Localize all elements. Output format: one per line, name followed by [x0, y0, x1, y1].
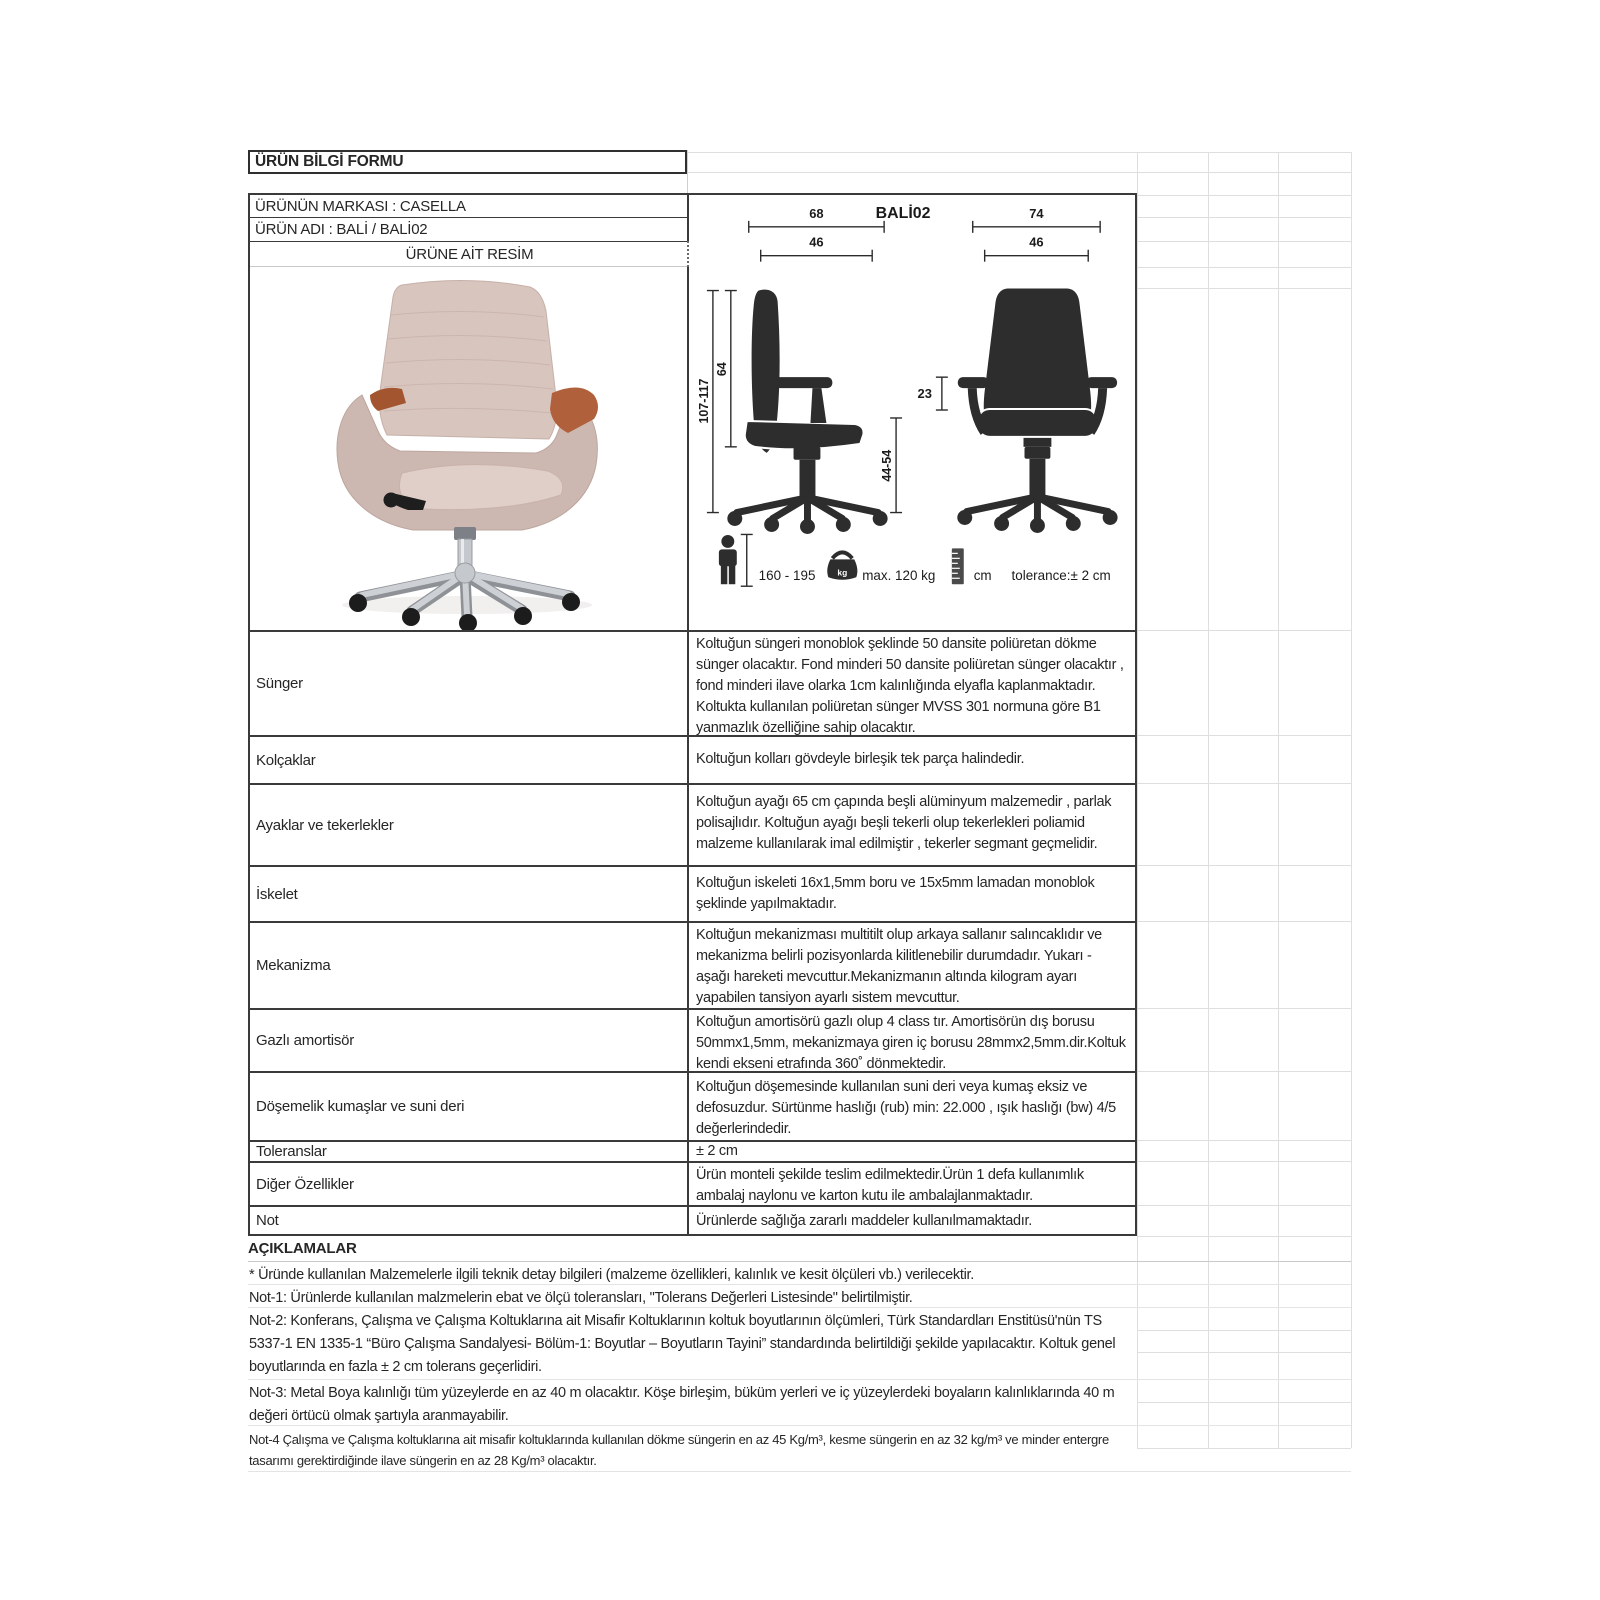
dim-back-outer-width: 74 [1029, 205, 1044, 221]
brand-line: ÜRÜNÜN MARKASI : CASELLA [255, 197, 466, 215]
spec-row-dosemelik [250, 1071, 1135, 1140]
dim-arm-height: 23 [917, 386, 932, 402]
dimension-diagram-cell [691, 195, 1135, 630]
spec-label: Not [250, 1207, 689, 1234]
product-name-line: ÜRÜN ADI : BALİ / BALİ02 [255, 221, 428, 238]
spec-label: Diğer Özellikler [250, 1163, 689, 1205]
note-2 [248, 1308, 1351, 1380]
dimension-diagram [691, 195, 1135, 630]
dim-back-seat-width: 46 [1029, 234, 1044, 250]
spec-value: Ürün monteli şekilde teslim edilmektedir.Ürün 1 defa kullanımlık ambalaj naylonu ve karton kutu ile ambalajlanmaktadır. [696, 1167, 1084, 1204]
spec-row-diger-ozellikler [250, 1161, 1135, 1205]
spec-label: Mekanizma [250, 923, 689, 1008]
spec-label: Kolçaklar [250, 737, 689, 783]
spec-label: Sünger [250, 632, 689, 735]
dim-seat-height: 44-54 [880, 449, 895, 482]
spec-value: Koltuğun süngeri monoblok şeklinde 50 dansite poliüretan dökme sünger olacaktır. Fond minderi 50 dansite poliüretan sünger olacaktır , fond minderi ilave olarka 1cm kalınlığında elyafla kaplanmaktadır. Koltukta kullanılan poliüretan sünger MVSS 301 normuna göre B1 yanmazlık özelliğine sahip olacaktır. [696, 636, 1124, 736]
main-table [248, 193, 1137, 1236]
note-text: * Üründe kullanılan Malzemelerle ilgili teknik detay bilgileri (malzeme özellikleri, kalınlık ve kesit ölçüleri vb.) verilecektir. [249, 1267, 974, 1283]
image-caption: ÜRÜNE AİT RESİM [405, 245, 534, 263]
unit-label: cm [973, 568, 992, 584]
dim-back-height: 64 [714, 362, 729, 377]
spec-label: Döşemelik kumaşlar ve suni deri [250, 1073, 689, 1140]
product-photo-cell [250, 267, 687, 630]
note-star [248, 1262, 1351, 1285]
side-view-silhouette [727, 290, 887, 534]
product-photo [250, 267, 687, 630]
spec-value: Koltuğun döşemesinde kullanılan suni deri veya kumaş eksiz ve defosuzdur. Sürtünme haslığı (rub) min: 22.000 , ışık haslığı (bw) 4/5 değerlerindedir. [696, 1079, 1116, 1137]
person-height-label: 160 - 195 [758, 568, 816, 584]
spec-label: İskelet [250, 867, 689, 921]
spec-label: Gazlı amortisör [250, 1010, 689, 1071]
spec-row-kolcaklar [250, 735, 1135, 783]
spec-value: Koltuğun kolları gövdeyle birleşik tek parça halindedir. [696, 751, 1025, 767]
note-text: Not-4 Çalışma ve Çalışma koltuklarına ait misafir koltuklarında kullanılan dökme süngerin en az 45 Kg/m³, kesme süngerin en az 32 kg/m³ ve minder entergre tasarımı gerektirdiğinde ilave süngerin en az 28 Kg/m³ olacaktır. [249, 1432, 1109, 1468]
note-text: Not-3: Metal Boya kalınlığı tüm yüzeylerde en az 40 m olacaktır. Köşe birleşim, büküm yerleri ve iç yüzeylerdeki boyaların kalınlıklarında 40 m değeri örtücü olmak şartıyla aranmayabilir. [249, 1385, 1115, 1424]
spec-row-not [250, 1205, 1135, 1234]
spec-row-mekanizma [250, 921, 1135, 1008]
back-view-silhouette [957, 289, 1117, 533]
dim-total-height: 107-117 [696, 378, 711, 424]
spec-value: Koltuğun ayağı 65 cm çapında beşli alüminyum malzemedir , parlak polisajlıdır. Koltuğun ayağı beşli tekerli olup tekerlekleri poliamid malzeme kullanılarak imal edilmiştir , tekerler segmant geçmelidir. [696, 794, 1112, 852]
kg-glyph: kg [837, 567, 848, 578]
spec-row-sunger [250, 630, 1135, 735]
dim-side-seat-width: 46 [809, 234, 824, 250]
spec-label: Toleranslar [250, 1142, 689, 1161]
spec-label: Ayaklar ve tekerlekler [250, 785, 689, 865]
dotted-cell-border [687, 241, 689, 267]
note-text: Not-2: Konferans, Çalışma ve Çalışma Koltuklarına ait Misafir Koltuklarının koltuk boyutlarının ölçümleri, Türk Standardları Enstitüsü'nün TS 5337-1 EN 1335-1 “Büro Çalışma Sandalyesi- Bölüm-1: Boyutlar – Boyutların Tayini” standardında belirtildiği şekilde yapılacaktır. Koltuk genel boyutlarında en fazla ± 2 cm tolerans geçerlidiri. [249, 1313, 1116, 1375]
spec-row-toleranslar [250, 1140, 1135, 1161]
spec-value: ± 2 cm [696, 1143, 738, 1159]
spec-row-gazli-amortisor [250, 1008, 1135, 1071]
note-3 [248, 1380, 1351, 1426]
weight-kg-icon [827, 552, 857, 579]
diagram-model-label: BALİ02 [875, 204, 931, 222]
person-icon [719, 535, 737, 584]
max-weight-label: max. 120 kg [862, 568, 936, 584]
spec-value: Koltuğun mekanizması multitilt olup arkaya sallanır salıncaklıdır ve mekanizma belirli pozisyonlarda kilitlenebilir durumdadır. Yukarı - aşağı hareketi mevcuttur.Mekanizmanın altında kilogram ayarı yapabilen tansiyon ayarlı sistem mevcuttur. [696, 927, 1102, 1006]
spec-value: Ürünlerde sağlığa zararlı maddeler kullanılmamaktadır. [696, 1213, 1032, 1229]
spec-value: Koltuğun iskeleti 16x1,5mm boru ve 15x5mm lamadan monoblok şeklinde yapılmaktadır. [696, 875, 1095, 912]
notes-header: AÇIKLAMALAR [248, 1236, 1351, 1262]
spec-row-iskelet [250, 865, 1135, 921]
note-1 [248, 1285, 1351, 1308]
note-text: Not-1: Ürünlerde kullanılan malzmelerin ebat ve ölçü toleransları, "Tolerans Değerleri Listesinde" belirtilmiştir. [249, 1290, 913, 1306]
tolerance-label: tolerance:± 2 cm [1011, 568, 1111, 584]
spec-row-ayaklar [250, 783, 1135, 865]
note-4 [248, 1426, 1351, 1472]
page-title: ÜRÜN BİLGİ FORMU [248, 150, 687, 174]
spec-value: Koltuğun amortisörü gazlı olup 4 class tır. Amortisörün dış borusu 50mmx1,5mm, mekanizmaya giren iç borusu 28mmx2,5mm.dir.Koltuk kendi ekseni etrafında 360˚ dönmektedir. [696, 1014, 1126, 1072]
ruler-icon [952, 548, 964, 584]
dim-side-outer-width: 68 [809, 205, 824, 221]
